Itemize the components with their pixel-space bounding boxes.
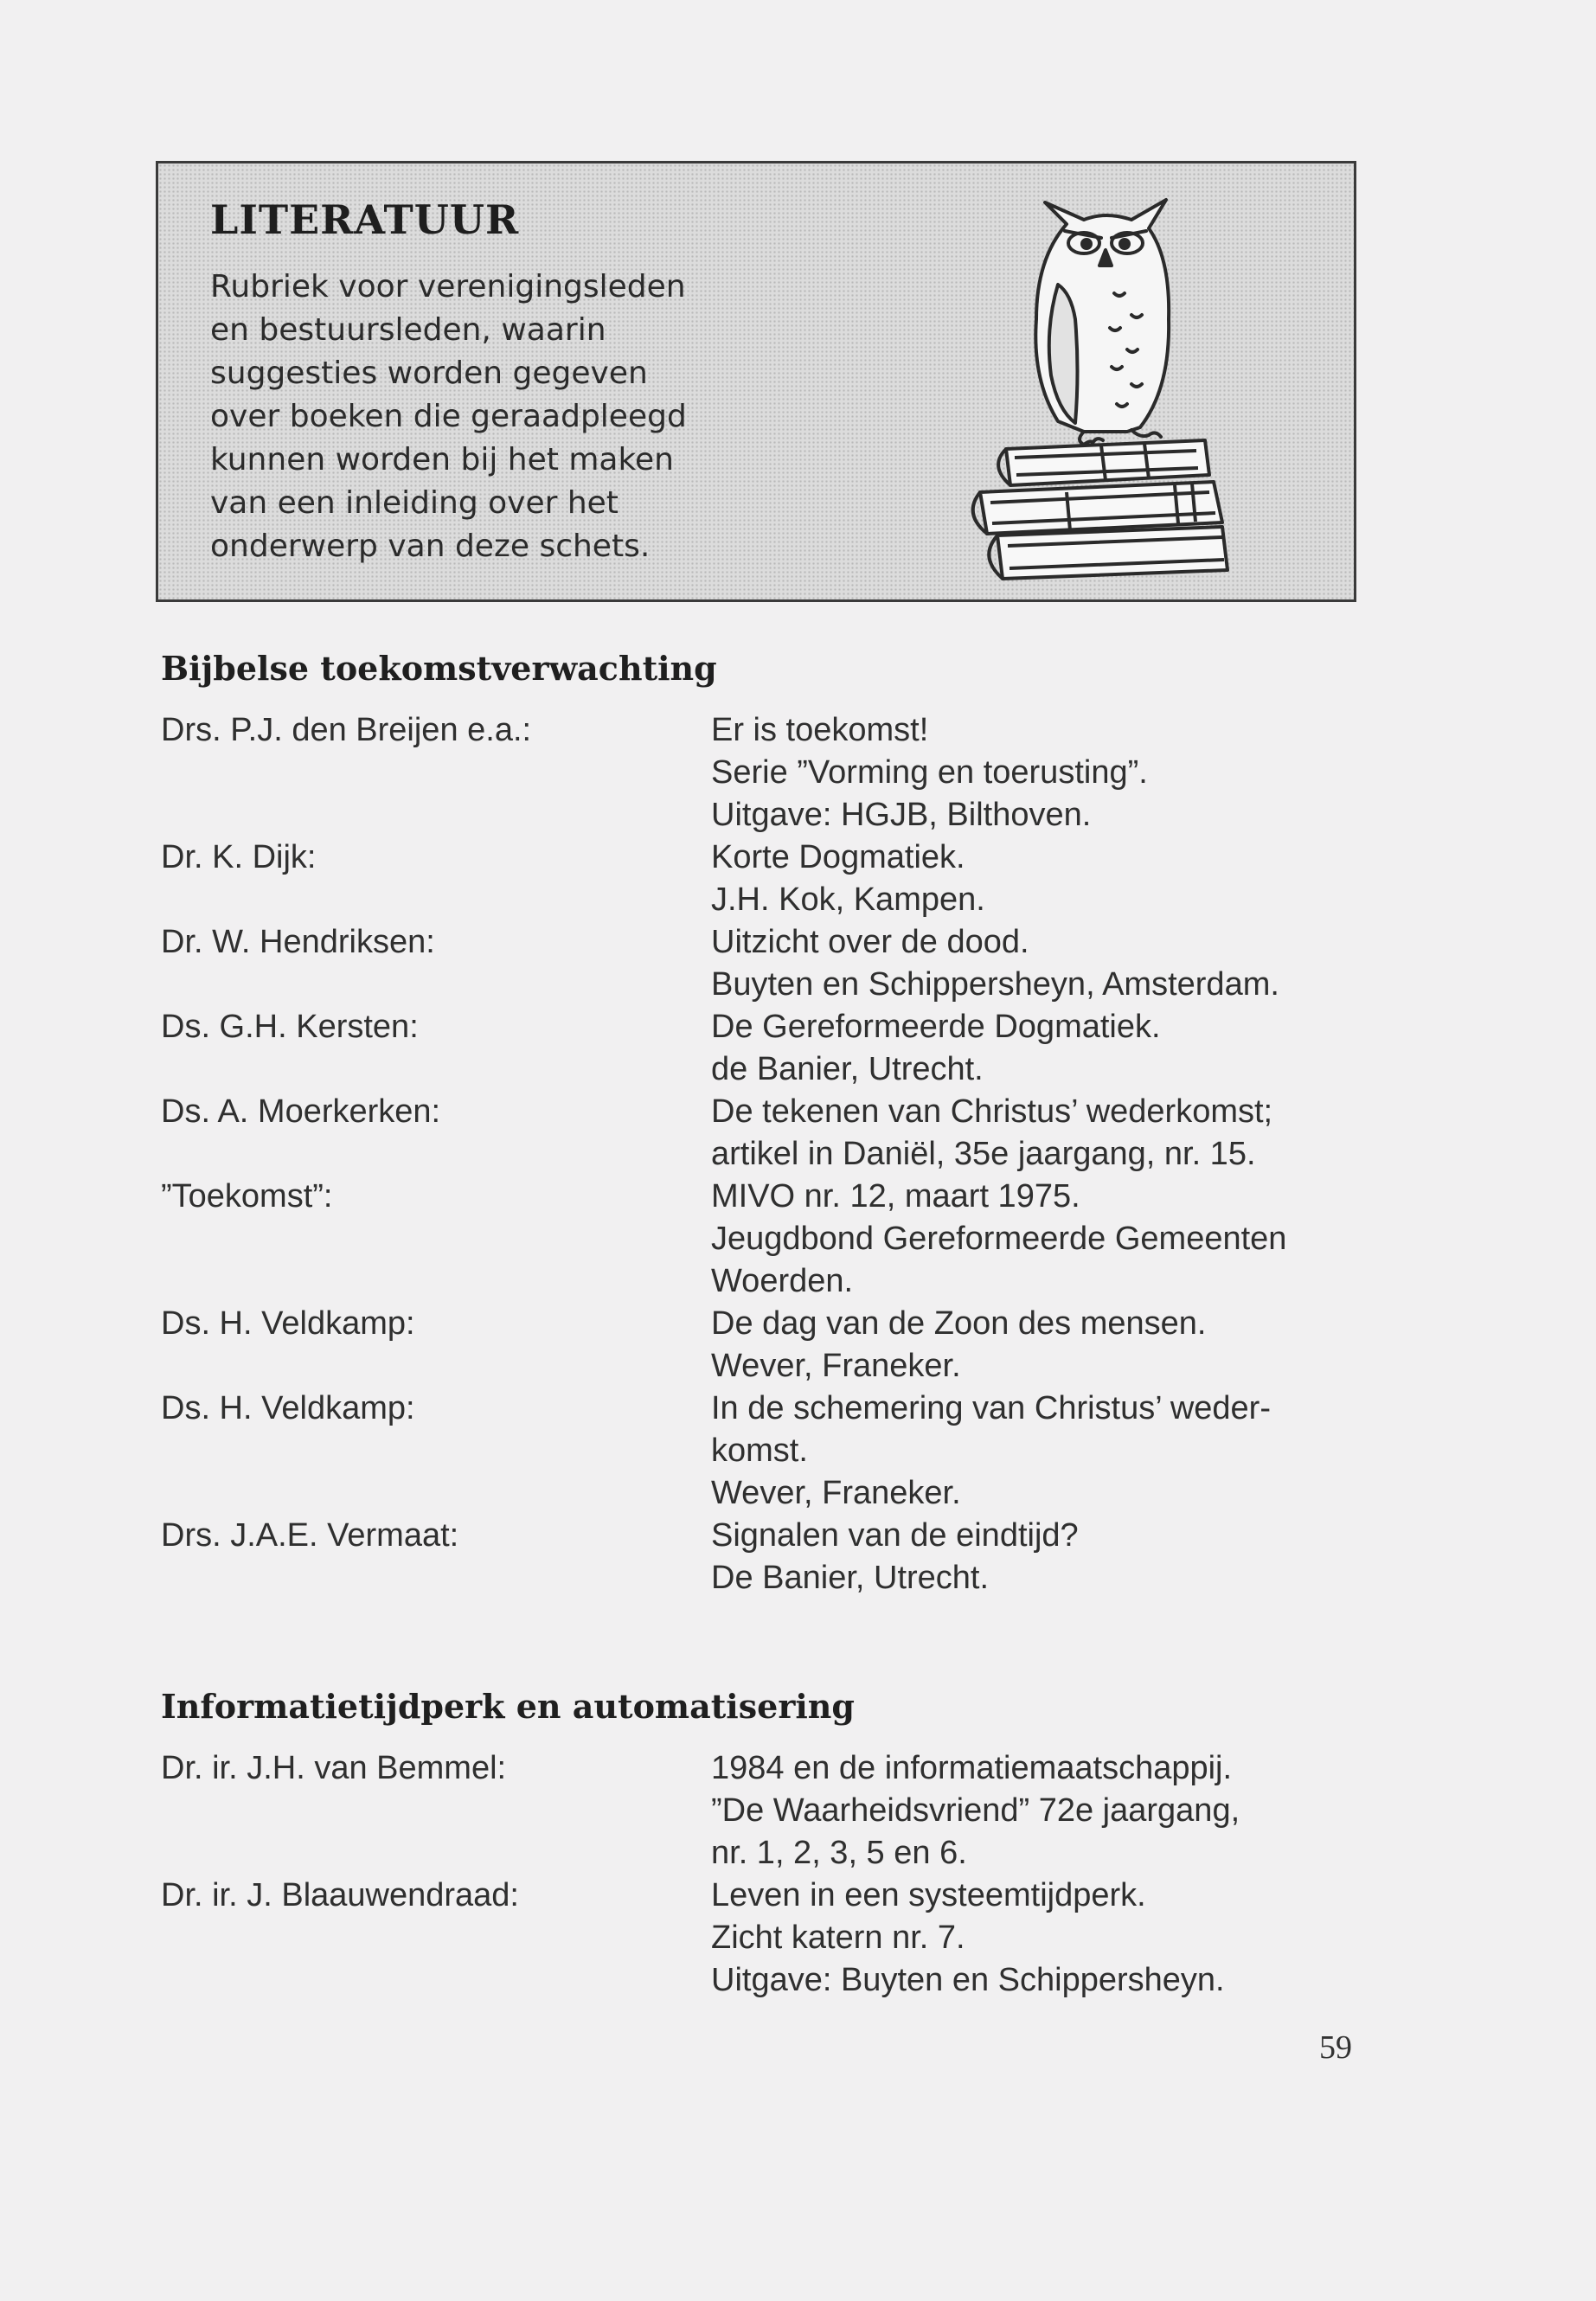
reference-line: De dag van de Zoon des mensen. [711,1305,1207,1342]
reference-details [711,1747,1372,1875]
reference-details [711,1006,1372,1091]
reference-line: Er is toekomst! [711,712,929,748]
reference-details [711,836,1372,921]
header-description-line: suggesties worden gegeven [210,356,648,391]
section-heading: Bijbelse toekomstverwachting [161,649,717,688]
reference-line: artikel in Daniël, 35e jaargang, nr. 15. [711,1136,1256,1172]
header-title: LITERATUUR [210,196,520,243]
reference-entry [161,1875,1372,2002]
reference-line: De Gereformeerde Dogmatiek. [711,1009,1161,1045]
reference-entry [161,836,1372,921]
reference-line: Uitgave: HGJB, Bilthoven. [711,797,1092,833]
reference-entry [161,1006,1372,1091]
owl-on-books-icon [963,189,1248,587]
reference-line: Korte Dogmatiek. [711,839,965,875]
reference-line: Leven in een systeemtijdperk. [711,1877,1146,1913]
reference-author: Drs. J.A.E. Vermaat: [161,1517,459,1554]
reference-line: J.H. Kok, Kampen. [711,881,985,918]
reference-line: Uitgave: Buyten en Schippersheyn. [711,1962,1225,1998]
reference-author: Ds. A. Moerkerken: [161,1093,441,1130]
reference-line: Signalen van de eindtijd? [711,1517,1079,1554]
header-description-line: Rubriek voor verenigingsleden [210,269,686,304]
page-number: 59 [1319,2029,1352,2066]
reference-entry [161,1515,1372,1599]
reference-author: Ds. G.H. Kersten: [161,1009,419,1045]
reference-author: Drs. P.J. den Breijen e.a.: [161,712,532,748]
reference-author: Dr. ir. J. Blaauwendraad: [161,1877,519,1913]
reference-line: De tekenen van Christus’ wederkomst; [711,1093,1273,1130]
reference-entry [161,921,1372,1006]
reference-details [711,1091,1372,1176]
reference-entry [161,709,1372,836]
reference-list [161,709,1372,1599]
reference-line: De Banier, Utrecht. [711,1560,990,1596]
header-description-line: en bestuursleden, waarin [210,312,606,348]
reference-line: 1984 en de informatiemaatschappij. [711,1750,1233,1786]
reference-line: Buyten en Schippersheyn, Amsterdam. [711,966,1279,1003]
header-description-line: over boeken die geraadpleegd [210,399,687,434]
reference-line: MIVO nr. 12, maart 1975. [711,1178,1080,1215]
reference-details [711,709,1372,836]
reference-details [711,1388,1372,1515]
reference-author: Ds. H. Veldkamp: [161,1305,415,1342]
reference-line: Wever, Franeker. [711,1348,961,1384]
reference-line: de Banier, Utrecht. [711,1051,984,1087]
section-heading: Informatietijdperk en automatisering [161,1687,855,1726]
reference-line: Serie ”Vorming en toerusting”. [711,754,1148,791]
reference-author: ”Toekomst”: [161,1178,333,1215]
reference-details [711,1176,1372,1303]
reference-author: Dr. W. Hendriksen: [161,924,435,960]
header-description-line: van een inleiding over het [210,485,619,521]
reference-line: ”De Waarheidsvriend” 72e jaargang, [711,1792,1240,1829]
reference-entry [161,1176,1372,1303]
reference-entry [161,1091,1372,1176]
header-description-line: kunnen worden bij het maken [210,442,674,478]
reference-line: nr. 1, 2, 3, 5 en 6. [711,1835,967,1871]
reference-entry [161,1747,1372,1875]
reference-line: Woerden. [711,1263,854,1299]
reference-author: Ds. H. Veldkamp: [161,1390,415,1426]
reference-line: In de schemering van Christus’ weder- [711,1390,1271,1426]
literature-header-box [156,161,1356,602]
reference-line: Zicht katern nr. 7. [711,1920,965,1956]
header-description-line: onderwerp van deze schets. [210,529,651,564]
reference-line: Wever, Franeker. [711,1475,961,1511]
reference-line: Jeugdbond Gereformeerde Gemeenten [711,1221,1287,1257]
reference-details [711,921,1372,1006]
reference-details [711,1303,1372,1388]
reference-line: Uitzicht over de dood. [711,924,1029,960]
reference-entry [161,1388,1372,1515]
reference-author: Dr. ir. J.H. van Bemmel: [161,1750,507,1786]
reference-author: Dr. K. Dijk: [161,839,317,875]
reference-details [711,1515,1372,1599]
header-description [210,266,747,568]
reference-details [711,1875,1372,2002]
reference-list [161,1747,1372,2002]
reference-entry [161,1303,1372,1388]
reference-line: komst. [711,1433,808,1469]
